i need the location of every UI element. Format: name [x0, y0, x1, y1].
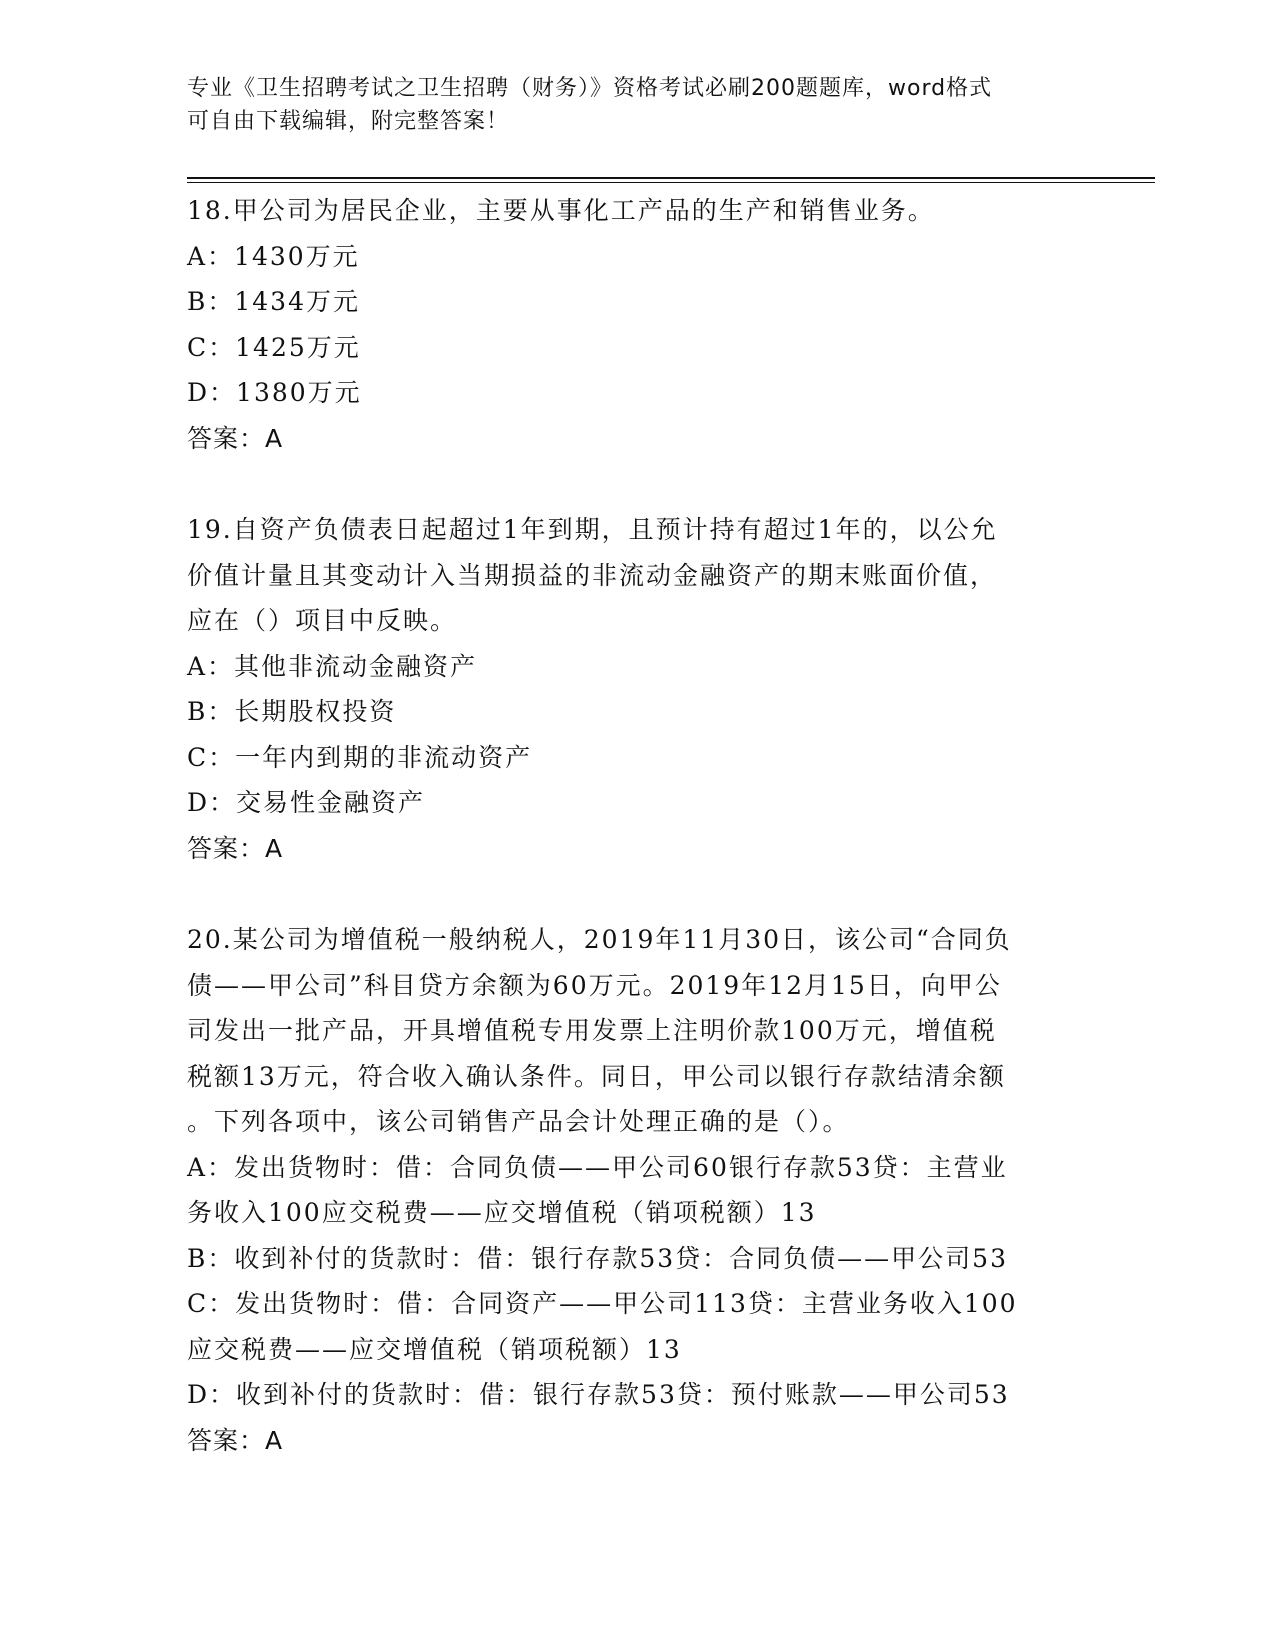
- option-b: B：收到补付的货款时：借：银行存款53贷：合同负债——甲公司53: [187, 1243, 1008, 1273]
- question-18: [187, 188, 1087, 461]
- option-a: A：1430万元: [187, 241, 360, 271]
- option-c: C：1425万元: [187, 332, 361, 362]
- answer: 答案：A: [187, 1425, 284, 1455]
- option-d: D：交易性金融资产: [187, 788, 426, 817]
- spacer: [187, 461, 1087, 507]
- question-text: 价值计量且其变动计入当期损益的非流动金融资产的期末账面价值，: [187, 560, 998, 590]
- option-c: C：发出货物时：借：合同资产——甲公司113贷：主营业务收入100: [187, 1289, 1018, 1318]
- question-20: [187, 917, 1087, 1463]
- question-text: 司发出一批产品，开具增值税专用发票上注明价款100万元，增值税: [187, 1016, 997, 1045]
- option-d: D：1380万元: [187, 378, 362, 407]
- answer: 答案：A: [187, 833, 284, 863]
- option-c: C：一年内到期的非流动资产: [187, 742, 533, 772]
- option-b: B：长期股权投资: [187, 697, 397, 726]
- option-a: A：其他非流动金融资产: [187, 651, 478, 681]
- question-text: 债——甲公司”科目贷方余额为60万元。2019年12月15日，向甲公: [187, 970, 1002, 1000]
- question-text: 应在（）项目中反映。: [187, 606, 458, 635]
- option-c-continued: 应交税费——应交增值税（销项税额）13: [187, 1334, 682, 1364]
- option-a: A：发出货物时：借：合同负债——甲公司60银行存款53贷：主营业: [187, 1152, 1008, 1182]
- option-d: D：收到补付的货款时：借：银行存款53贷：预付账款——甲公司53: [187, 1380, 1010, 1409]
- header-line: 可自由下载编辑，附完整答案！: [187, 109, 510, 134]
- question-text: 税额13万元，符合收入确认条件。同日，甲公司以银行存款结清余额: [187, 1061, 1006, 1091]
- question-text: 20.某公司为增值税一般纳税人，2019年11月30日，该公司“合同负: [187, 925, 1012, 954]
- question-text: 19.自资产负债表日起超过1年到期，且预计持有超过1年的，以公允: [187, 515, 998, 544]
- spacer: [187, 871, 1087, 917]
- question-list: [187, 188, 1087, 1463]
- question-text: 。下列各项中，该公司销售产品会计处理正确的是（）。: [187, 1107, 850, 1136]
- header-line: 专业《卫生招聘考试之卫生招聘（财务）》资格考试必刷200题题库，word格式: [187, 76, 993, 101]
- question-19: [187, 507, 1087, 871]
- header-divider: [187, 177, 1155, 183]
- option-a-continued: 务收入100应交税费——应交增值税（销项税额）13: [187, 1198, 817, 1227]
- answer: 答案：A: [187, 423, 284, 453]
- option-b: B：1434万元: [187, 287, 360, 316]
- page-header: [187, 72, 1077, 138]
- question-text: 18.甲公司为居民企业，主要从事化工产品的生产和销售业务。: [187, 196, 935, 225]
